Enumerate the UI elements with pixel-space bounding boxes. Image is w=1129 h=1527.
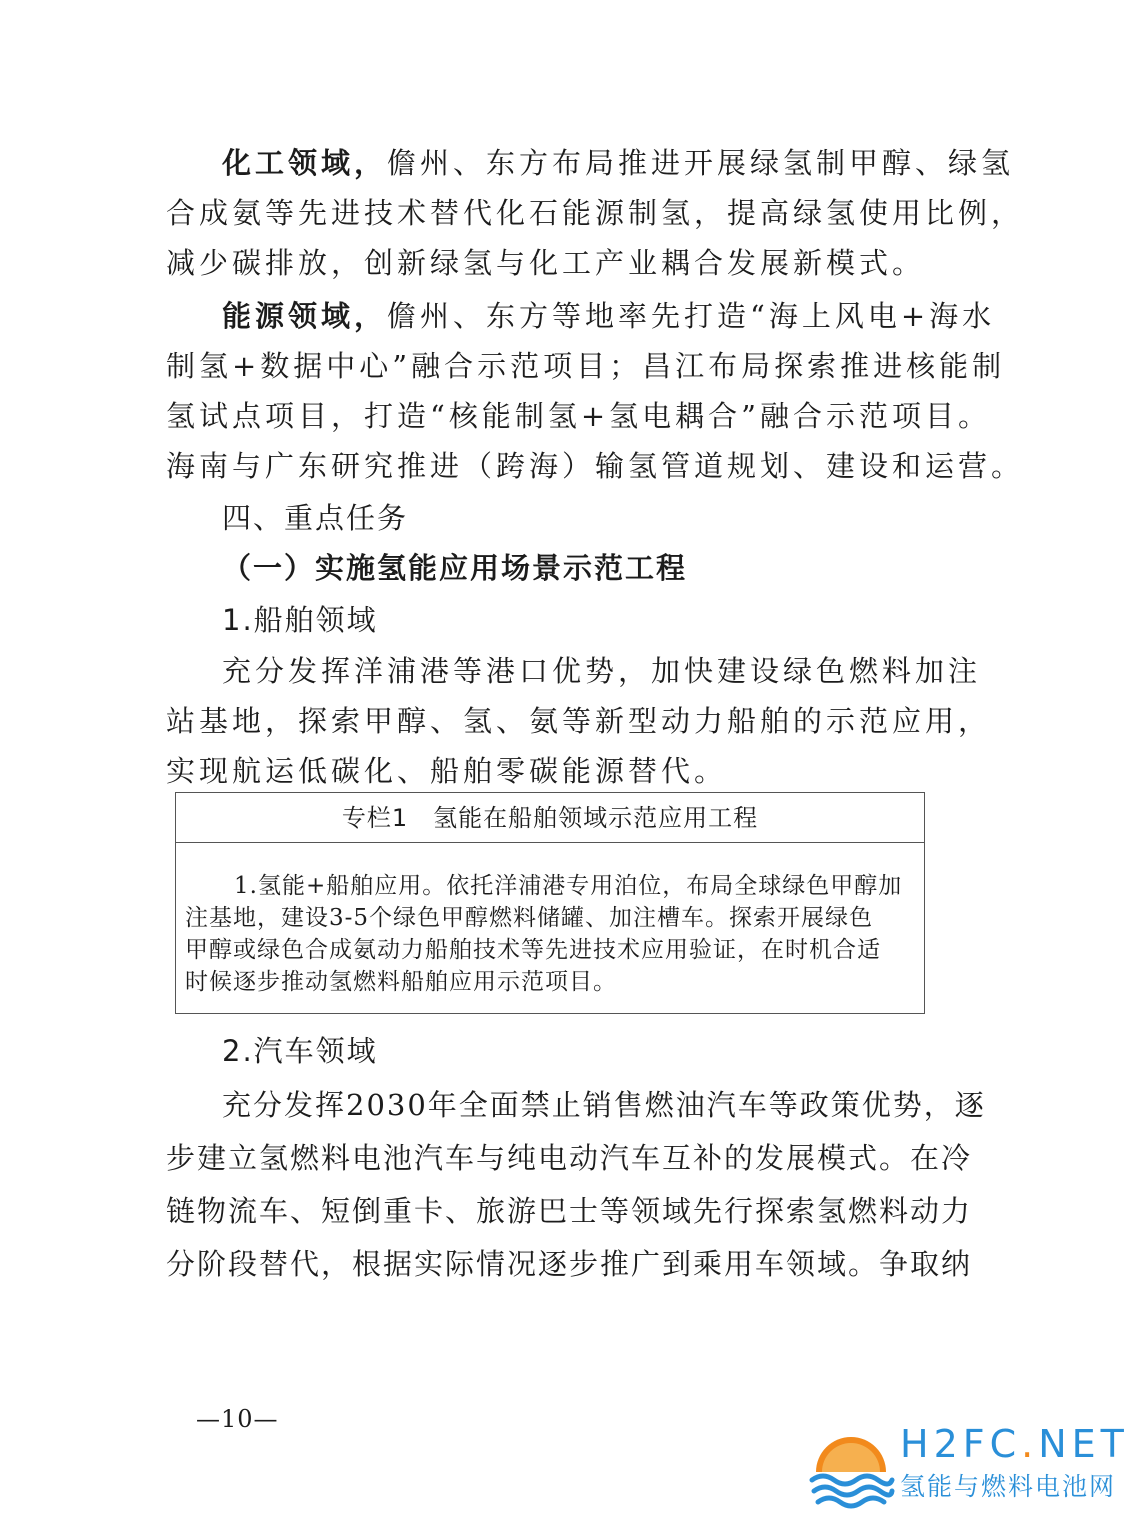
watermark-brand-dot: . [1021, 1422, 1039, 1466]
item-heading-vehicles: 2.汽车领域 [222, 1034, 378, 1068]
callout-line-3: 甲醇或绿色合成氨动力船舶技术等先进技术应用验证，在时机合适 [185, 937, 881, 963]
paragraph-chemical-line-2: 合成氨等先进技术替代化石能源制氢，提高绿氢使用比例， [166, 196, 1025, 230]
paragraph-chemical-line-1-text: 儋州、东方布局推进开展绿氢制甲醇、绿氢 [387, 146, 1015, 180]
section-heading-key-tasks: 四、重点任务 [222, 501, 409, 535]
callout-title: 专栏1 氢能在船舶领域示范应用工程 [176, 793, 924, 843]
paragraph-ships-line-2: 站基地，探索甲醇、氢、氨等新型动力船舶的示范应用， [166, 704, 992, 738]
subsection-heading-demonstration: （一）实施氢能应用场景示范工程 [222, 551, 688, 585]
paragraph-vehicles-line-3: 链物流车、短倒重卡、旅游巴士等领域先行探索氢燃料动力 [166, 1194, 973, 1228]
callout-line-4: 时候逐步推动氢燃料船舶应用示范项目。 [185, 969, 617, 995]
paragraph-energy-line-1-text: 儋州、东方等地率先打造“海上风电+海水 [387, 299, 996, 333]
paragraph-energy-line-1 [222, 296, 995, 336]
sun-over-waves-icon [808, 1428, 894, 1514]
paragraph-vehicles-line-2: 步建立氢燃料电池汽车与纯电动汽车互补的发展模式。在冷 [166, 1141, 973, 1175]
watermark-logo [808, 1418, 1129, 1524]
paragraph-energy-line-4: 海南与广东研究推进（跨海）输氢管道规划、建设和运营。 [166, 449, 1025, 483]
paragraph-chemical-line-1 [222, 143, 1014, 183]
watermark-brand-prefix: H2FC [900, 1422, 1022, 1466]
callout-line-2: 注基地，建设3-5个绿色甲醇燃料储罐、加注槽车。探索开展绿色 [185, 905, 874, 931]
page-number: —10— [196, 1405, 279, 1433]
paragraph-chemical-lead: 化工领域， [222, 146, 388, 180]
callout-box [175, 792, 925, 1014]
watermark-subtitle: 氢能与燃料电池网 [900, 1472, 1117, 1501]
paragraph-ships-line-1: 充分发挥洋浦港等港口优势，加快建设绿色燃料加注 [222, 654, 982, 688]
paragraph-vehicles-line-4: 分阶段替代，根据实际情况逐步推广到乘用车领域。争取纳 [166, 1247, 973, 1281]
watermark-brand-suffix: NET [1038, 1422, 1129, 1466]
paragraph-energy-line-2: 制氢+数据中心”融合示范项目；昌江布局探索推进核能制 [166, 349, 1006, 383]
paragraph-energy-lead: 能源领域， [222, 299, 388, 333]
paragraph-vehicles-line-1: 充分发挥2030年全面禁止销售燃油汽车等政策优势，逐 [222, 1088, 986, 1122]
callout-line-1: 1.氢能+船舶应用。依托洋浦港专用泊位，布局全球绿色甲醇加 [234, 873, 903, 899]
item-heading-ships: 1.船舶领域 [222, 603, 378, 637]
watermark-brand [900, 1422, 1129, 1466]
paragraph-chemical-line-3: 减少碳排放，创新绿氢与化工产业耦合发展新模式。 [166, 246, 926, 280]
paragraph-energy-line-3: 氢试点项目，打造“核能制氢+氢电耦合”融合示范项目。 [166, 399, 991, 433]
paragraph-ships-line-3: 实现航运低碳化、船舶零碳能源替代。 [166, 754, 728, 788]
